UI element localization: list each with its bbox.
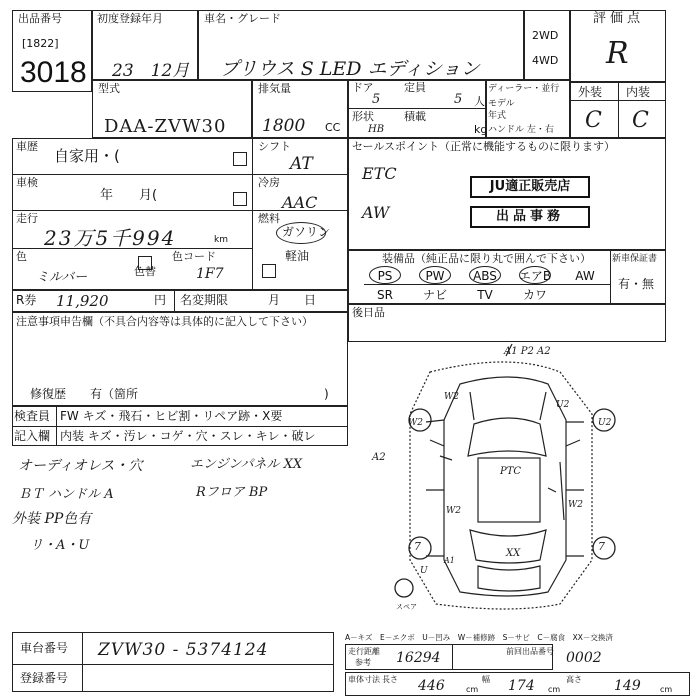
mileage-ref-value: 16294 [396, 650, 441, 666]
handle-label: ハンドル 左・右 [488, 125, 554, 135]
yen-label: 円 [154, 293, 167, 307]
ac-label: 冷房 [258, 176, 280, 189]
reg-label: 登録番号 [20, 671, 69, 685]
fw-text: FW キズ・飛石・ヒビ割・リペア跡・X要 [60, 409, 283, 423]
diagram-mark-11: A1 [444, 556, 455, 565]
equipment-label: 装備品（純正品に限り丸で囲んで下さい） [382, 252, 591, 265]
dealer-label: ディーラー・並行 [488, 84, 560, 94]
diagram-mark-8: W2 [568, 500, 583, 510]
width-label: 幅 [482, 675, 490, 684]
memo-4: Rフロア BP [196, 485, 268, 500]
memo-2: エンジンパネル XX [190, 457, 303, 472]
equip-item-row1-4: AW [575, 269, 595, 283]
diagram-mark-2: U2 [556, 400, 570, 410]
spare-wheel [395, 579, 413, 597]
load-label: 積載 [404, 110, 426, 123]
inspector-label: 検査員 [14, 409, 51, 423]
memo-1: オーディオレス・穴 [18, 458, 143, 474]
later-label: 後日品 [352, 306, 385, 319]
drive-4wd: 4WD [532, 54, 559, 67]
recycle-value: 11,920 [56, 292, 109, 310]
width-value: 174 [508, 678, 535, 694]
equip-item-row2-2: TV [477, 288, 493, 302]
recycle-label: R券 [16, 293, 37, 307]
memo-5: 外装 PP色有 [12, 511, 92, 527]
lot-label: 出品番号 [18, 12, 62, 25]
diagram-mark-7: W2 [446, 506, 461, 516]
model-label: 型式 [98, 82, 120, 95]
damage-legend: A－キズ E－エクボ U－凹み W－補修跡 S－サビ C－腐食 XX－交換済 [345, 633, 613, 642]
diagram-mark-3: W2 [408, 418, 423, 428]
ref-split [452, 644, 453, 670]
height-label: 高さ [566, 675, 582, 684]
color-code-label: 色コード [172, 250, 216, 263]
shift-label: シフト [258, 140, 291, 153]
ac-value: AAC [282, 193, 318, 212]
capacity-value: 5 [454, 92, 463, 107]
chassis-split-v [82, 632, 83, 692]
interior-text: 内装 キズ・汚レ・コゲ・穴・スレ・キレ・破レ [60, 429, 316, 443]
exterior-label: 外装 [578, 85, 603, 99]
cm-label-3: cm [660, 685, 673, 694]
history-value: 自家用・( [54, 147, 120, 165]
displacement-value: 1800 [262, 116, 306, 136]
spare-label: スペア [396, 603, 417, 611]
fuel-gasoline: ガソリン [282, 225, 331, 239]
diagram-mark-4: U2 [598, 418, 612, 428]
kg-label: kg [474, 123, 488, 136]
equip-item-row1-1: PW [425, 269, 445, 283]
sales-point-1: ETC [362, 164, 397, 183]
drive-2wd: 2WD [532, 29, 559, 42]
shift-value: AT [290, 154, 313, 174]
mileage-ref-label: 走行距離 [348, 647, 380, 656]
color-label: 色 [16, 250, 27, 263]
repair-close-paren: ) [324, 387, 329, 401]
door-value: 5 [372, 92, 381, 107]
fuel-diesel: 軽油 [285, 249, 310, 263]
cm-label-1: cm [466, 685, 479, 694]
equip-item-row2-0: SR [377, 288, 393, 302]
interior-value: C [632, 108, 649, 133]
repair-label: 修復歴 有（箇所 [30, 387, 139, 401]
entry-label: 記入欄 [14, 429, 51, 443]
diagram-mark-1: W2 [444, 392, 459, 402]
size-label: 車体寸法 [348, 675, 380, 684]
displacement-label: 排気量 [258, 82, 291, 95]
diagram-mark-6: PTC [500, 466, 522, 477]
km-label: km [214, 235, 228, 245]
sales-point-2: AW [362, 203, 390, 222]
diagram-mark-5: A2 [372, 452, 386, 463]
car-grade-value: プリウス S LED エディション [220, 58, 480, 80]
car-grade-label: 車名・グレード [204, 12, 281, 25]
equip-item-row1-0: PS [377, 269, 393, 283]
equip-item-row2-1: ナビ [422, 288, 447, 302]
name-change-value: 月 日 [268, 293, 317, 307]
equip-item-row1-2: ABS [473, 269, 497, 283]
prev-label: 前回出品番号 [506, 647, 554, 656]
model-value: DAA-ZVW30 [104, 116, 227, 137]
warranty-value: 有・無 [618, 277, 655, 291]
chassis-label: 車台番号 [20, 641, 69, 655]
name-change-label: 名変期限 [180, 293, 229, 307]
person-label: 人 [474, 95, 485, 108]
warranty-label: 新車保証書 [612, 254, 658, 264]
score-value: R [606, 36, 629, 71]
history-label: 車歴 [16, 140, 38, 153]
inspection-value: 年 月( [100, 188, 158, 203]
color-value: ミルバー [36, 270, 88, 285]
office-stamp: 出品事務 [470, 206, 590, 228]
diagram-mark-10: 7 [598, 540, 605, 553]
first-reg-label: 初度登録年月 [97, 12, 163, 25]
diagram-mark-0: A1 P2 A2 [504, 346, 551, 357]
memo-6: リ・A・U [30, 538, 90, 553]
diagram-mark-13: U [420, 566, 428, 576]
chassis-value: ZVW30 - 5374124 [98, 640, 269, 660]
interior-label: 内装 [626, 85, 651, 99]
ref-label: 参考 [355, 658, 371, 667]
equip-item-row2-3: カワ [522, 288, 547, 302]
cc-label: CC [325, 121, 341, 134]
model-year-label: モデル年式 [488, 99, 515, 121]
shape-value: HB [368, 124, 385, 135]
prev-value: 0002 [566, 650, 602, 666]
lot-number: 3018 [20, 56, 87, 89]
length-label: 長さ [382, 675, 398, 684]
score-label: 評価点 [593, 11, 645, 26]
diagram-mark-9: 7 [414, 540, 421, 553]
equip-item-row1-3: エアB [518, 269, 552, 283]
memo-3: ＢＴ ハンドル A [18, 487, 114, 502]
mileage-label: 走行 [16, 212, 38, 225]
inspection-label: 車検 [16, 176, 38, 189]
mileage-value: 23万5千994 [44, 226, 177, 250]
lot-code: [1822] [22, 37, 59, 50]
exterior-value: C [585, 108, 602, 133]
color-code-value: 1F7 [196, 266, 224, 282]
first-reg-value: 23 12月 [112, 61, 190, 81]
height-value: 149 [614, 678, 641, 694]
diagram-mark-12: XX [506, 548, 521, 559]
length-value: 446 [418, 678, 445, 694]
dealer-stamp: JU適正販売店 [470, 176, 590, 198]
chassis-split-h [12, 664, 334, 665]
capacity-label: 定員 [404, 81, 426, 94]
fuel-label: 燃料 [258, 212, 280, 225]
door-label: ドア [352, 81, 374, 94]
sales-label: セールスポイント（正常に機能するものに限ります） [352, 140, 616, 153]
notes-label: 注意事項申告欄（不具合内容等は具体的に記入して下さい） [16, 315, 313, 328]
color-change-label: 色替 [134, 265, 156, 278]
cm-label-2: cm [548, 685, 561, 694]
shape-label: 形状 [352, 110, 374, 123]
